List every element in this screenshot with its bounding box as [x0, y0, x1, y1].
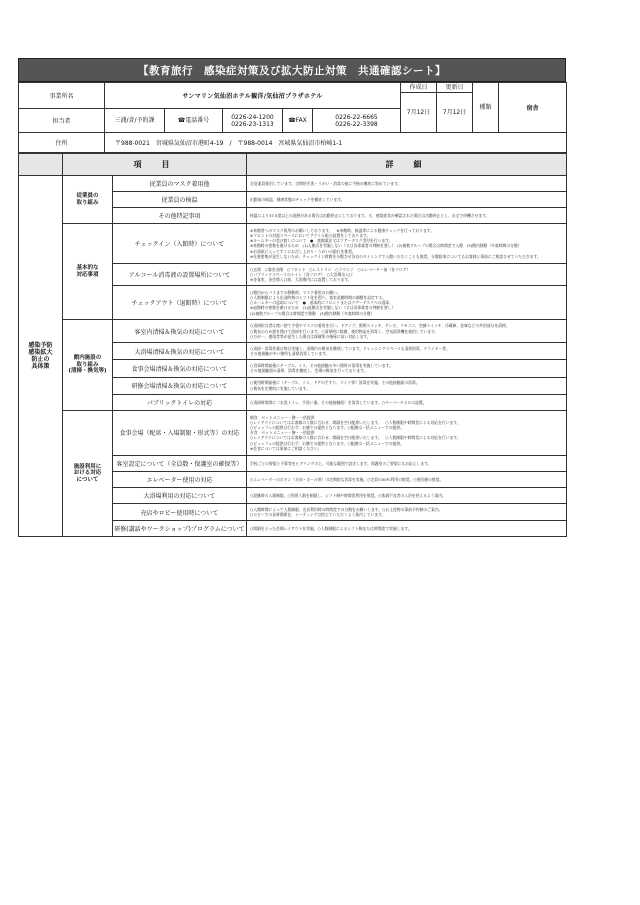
category-value: 宿舎	[499, 83, 567, 133]
phone-1: 0226-24-1200	[231, 113, 274, 121]
phone-2: 0226-23-1313	[231, 120, 274, 128]
detail-line: ○清掃時間帯に（水洗トイレ、手洗い器、その他接触面）を消毒しています。○ペーパータオルの設置。	[250, 399, 427, 405]
detail-line: 学校ごとの要望と予算等をヒアリングの上、可能な範囲で設定します。保護室のご要望にもお応えします。	[250, 460, 432, 466]
row-detail	[247, 208, 567, 224]
detail-line: 夕食 セットメニュー・膳・一括提供	[250, 430, 315, 436]
row-item: エレベーター使用の対応	[113, 471, 247, 487]
row-item: チェックアウト（退館時）について	[113, 286, 247, 320]
row-item: 食事会場清掃＆換気の対応について	[113, 360, 247, 377]
detail-line: ○換気のため窓を開けて清掃を行います。○清掃時に除菌、使用物品を消毒し、空気清浄機を使用しています。	[250, 328, 439, 334]
detail-line: ※退館時の密集を避けるため (1)退館式を実施しない（又は各事業者の判断を要し）	[250, 305, 396, 311]
address-value: 〒988-0021 宮城県気仙沼市港町4-19 / 〒988-0014 宮城県気仙沼市柏崎1-1	[105, 133, 567, 153]
detail-line: ○エレベーターのボタン（方向・ホール用）の定期的な消毒を実施。○定員の50％利用の推奨。○密回避の推奨。	[250, 476, 444, 482]
row-item: アルコール消毒液の設置場所について	[113, 263, 247, 286]
row-detail	[247, 487, 567, 503]
detail-line: ※フロントの対面スペースにおいてアクリル板の設置をしております。	[250, 232, 371, 238]
row-detail	[247, 503, 567, 520]
detail-line: (2)複数グループの場合は時間差で移動 (3)館内移動（多客時間の分散）	[250, 310, 375, 316]
row-detail	[247, 192, 567, 208]
row-detail	[247, 471, 567, 487]
sheet-title: 【教育旅行 感染症対策及び拡大防止対策 共通確認シート】	[18, 58, 566, 82]
detail-line: ○ビュッフェの提供は行わず、お膳での提供となります。○配膳は一括メニューでの提供。	[250, 425, 404, 431]
section-category: 従業員の 取り組み	[63, 176, 113, 224]
person-name: 三浦/斉/予約課	[105, 109, 165, 133]
header-table	[18, 82, 567, 153]
detail-line: ○間隔をとった会場レイアウトを実施。○人数制限によるシフト制または時間差で実施します。	[250, 526, 412, 532]
detail-line: ○清掃担当者は使い捨て手袋やマスクの着用を行い、ドアノブ、照明スイッチ、テレビ、リモコン、空調スイッチ、冷蔵庫、金庫などの共用部分を清掃。	[250, 323, 510, 329]
row-item: 従業員の検温	[113, 192, 247, 208]
row-detail	[247, 320, 567, 343]
row-item: 研修会場清掃＆換気の対応について	[113, 377, 247, 394]
created-label: 作成日	[401, 83, 437, 93]
section-category: 基本的な 対応事項	[63, 224, 113, 320]
detail-line: ※来館時の密集を避けるため (1)入館式を実施しない（又は各事業者の判断を要し） (2)複数グループの場合は時間差で入館 (3)館内移動（多客時間の分散）	[250, 243, 522, 249]
row-item: 大浴場清掃＆換気の対応について	[113, 343, 247, 360]
row-item: 大浴場利用の対応について	[113, 487, 247, 503]
fax-1: 0226-22-6665	[335, 113, 378, 121]
row-item: パブリックトイレの対応	[113, 394, 247, 410]
detail-line: 朝食 セットメニュー・膳・一括提供	[250, 414, 315, 420]
detail-line: ○入館時間によって人数制限、売店利用時の時間差での分散をお願いします。○お土産物の事前予約制のご案内。	[250, 506, 443, 512]
detail-line: ○レイアウトについてはお客様の人数に合わせ、間隔を空け配席いたします。 ○人数制限や時間差による対応を行います。	[250, 419, 461, 425]
row-item: 研修(講話やワークショップ)プログラムについて	[113, 521, 247, 537]
section-category: 館内施設の 取り組み (清掃・換気等)	[63, 320, 113, 410]
detail-line: ※会食については事前にご相談ください。	[250, 445, 322, 451]
detail-line: ○清掃・消毒作業は毎日実施し、浴場内の換気を徹底しています。ドレッシングスペースも清掃消毒、ドライヤー等。	[250, 346, 450, 352]
row-detail	[247, 455, 567, 471]
fax-label: ☎FAX	[283, 109, 313, 133]
table-row	[19, 410, 567, 455]
person-label: 担当者	[19, 109, 105, 133]
row-item: チェックイン（入館時）について	[113, 224, 247, 264]
table-row	[19, 176, 567, 192]
detail-line: ○人数制限により出発時刻のシフト化を図り、客室退館時間の調整を設定する。	[250, 295, 387, 301]
row-item: その他特記事項	[113, 208, 247, 224]
row-item: 従業員のマスク着用他	[113, 176, 247, 192]
row-item: 食事会場（配席・入場制限・形式等）の対応	[113, 410, 247, 455]
office-name: サンマリン気仙沼ホテル観洋/気仙沼プラザホテル	[105, 83, 401, 109]
detail-line: ○使用時間前後に（テーブル、イス、ドアの手すり、マイク等）消毒を実施。その他接触面の消毒。	[250, 380, 420, 386]
row-detail	[247, 521, 567, 537]
row-detail	[247, 343, 567, 360]
detail-line: ※お部屋に入ってすぐにお召し上がり・うがいの励行を推奨。	[250, 248, 356, 254]
detail-line: その他接触面の清掃、消毒を徹底し、会場の換気を行っております。	[250, 368, 368, 374]
section-category: 施設利用に おける対応 について	[63, 410, 113, 536]
detail-line: 出勤前の検温、健康状態のチェックを徹底しています。	[250, 196, 345, 202]
row-detail	[247, 286, 567, 320]
fax-2: 0226-22-3398	[335, 120, 378, 128]
column-header-item: 項 目	[63, 154, 247, 176]
outer-category: 感染予防 感染拡大 防止の 具体策	[19, 176, 63, 537]
detail-line: ○万が一、感染者等が発生した場合は保健所の指導に従い対応します。	[250, 333, 371, 339]
row-detail	[247, 377, 567, 394]
category-label: 種類	[473, 83, 499, 133]
detail-line: ※来館者へのマスク着用のお願いしております。 ※来館時、検温等による健康チェックを行っております。	[250, 227, 435, 233]
table-row	[19, 224, 567, 264]
phone-numbers	[223, 109, 283, 133]
confirmation-sheet	[18, 58, 566, 537]
fax-numbers	[313, 109, 401, 133]
office-label: 事業所名	[19, 83, 105, 109]
detail-line: ※ルームキーの受け渡しについて ● 旅館業法又はツアーデスク受付を行います。	[250, 238, 393, 244]
row-detail	[247, 176, 567, 192]
row-item: 売店やロビー使用時について	[113, 503, 247, 520]
row-item: 客室内清掃＆換気の対応について	[113, 320, 247, 343]
detail-line: ○混雑時の入場制限。○利用人数を制限し、シフト制や時間差利用を推奨。○体調不良者の入浴を控えるよう案内。	[250, 492, 446, 498]
detail-line: 検温により37.5度以上の発熱がある場合は出勤停止にしております。又、感染症状が確認された場合は出勤停止とし、自宅で待機させます。	[250, 212, 490, 218]
detail-line: ○レイアウトについてはお客様の人数に合わせ、間隔を空け配席いたします。 ○人数制限や時間差による対応を行います。	[250, 435, 461, 441]
table-row	[19, 320, 567, 343]
detail-line: ○ルームキーの返却について ● 基本的にフロントまたはツアーデスクへの返却。	[250, 300, 393, 306]
detail-line: 全従業員着用しています。定期的手洗・うがい・消毒の他に手指の徹底に努めています。	[250, 180, 402, 186]
updated-label: 更新日	[437, 83, 473, 93]
detail-line: ※各客室、各会場入口前、大浴場内には設置しております。	[250, 277, 352, 283]
detail-line: ○ロビーでの長時間滞在、ミーティングは控えていただくよう案内しています。	[250, 512, 386, 518]
detail-line: ○館内からバスまでの移動時、マスク着用のお願い。	[250, 289, 341, 295]
row-item: 客室設定について（全員数・保護室の確保等）	[113, 455, 247, 471]
row-detail	[247, 394, 567, 410]
updated-date: 7月12日	[437, 93, 473, 133]
row-detail	[247, 360, 567, 377]
detail-line: ○換気を定期的に実施しています。	[250, 385, 310, 391]
detail-line: ○玄関 ○客室各階 ○フロント ○レストラン ○ラウンジ ○エレベーター前（各フロア）	[250, 266, 411, 272]
column-header-detail: 詳 細	[247, 154, 567, 176]
main-table	[18, 153, 567, 537]
row-detail	[247, 224, 567, 264]
detail-line: その他接触が多い箇所も清掃消毒しています。	[250, 351, 330, 357]
detail-line: ※先着密集が発生しないため、チェックイン時間を分散させ各自のタイミングで入館いただくことも推奨。分散駐車についてもお客様と事前にご相談させていただきます。	[250, 253, 541, 259]
row-detail	[247, 263, 567, 286]
header-blank	[19, 154, 63, 176]
address-label: 住所	[19, 133, 105, 153]
created-date: 7月12日	[401, 93, 437, 133]
phone-label: ☎電話番号	[165, 109, 223, 133]
detail-line: ○ビュッフェの提供は行わず、お膳での提供となります。○配膳は一括メニューでの提供。	[250, 440, 404, 446]
detail-line: ○食事時間前後にテーブル、イス、その他接触の多い箇所の消毒を実施しています。	[250, 363, 393, 369]
detail-line: ○パブリックスペースのトイレ（各フロア） ○大浴場出入口	[250, 271, 353, 277]
row-detail	[247, 410, 567, 455]
